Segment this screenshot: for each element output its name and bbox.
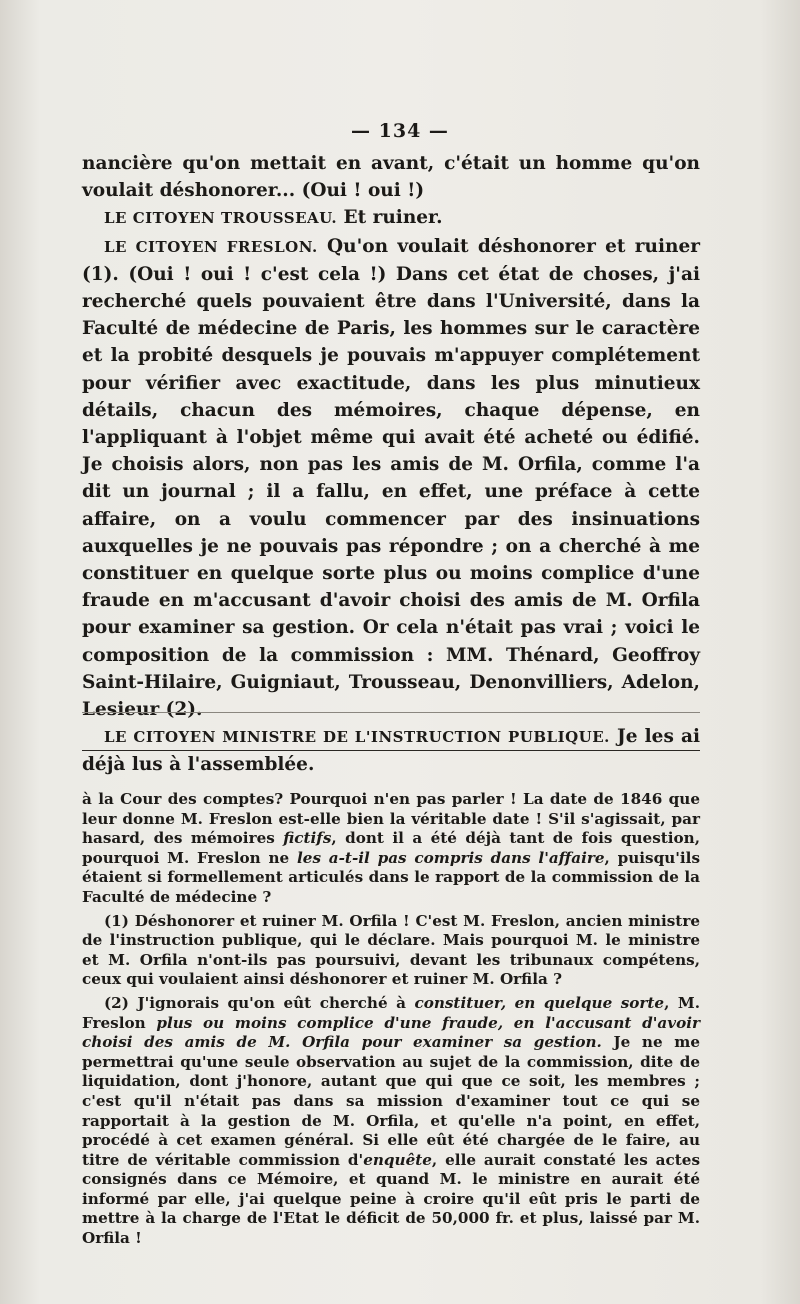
footnote-2	[82, 994, 700, 1249]
paragraph-2	[82, 204, 700, 232]
footnote-continuation-em-2: les a-t-il pas compris dans l'affaire	[297, 848, 605, 867]
paragraph-1: nancière qu'on mettait en avant, c'était un homme qu'on voulait déshonorer... (Oui ! oui !)	[82, 153, 700, 202]
paragraph-4-text: Je les ai déjà lus à l'assemblée.	[82, 726, 700, 776]
footnote-2-em-3: enquête	[363, 1150, 432, 1169]
speaker-ministre: LE CITOYEN MINISTRE DE L'INSTRUCTION PUBLIQUE.	[104, 728, 610, 747]
footnote-2-text-c: Je ne me permettrai qu'une seule observation au sujet de la commission, dite de liquidation, dont j'honore, autant que qui que ce soit, les membres ; c'est qu'il n'était pas dans sa mission d'examiner tout ce qui se rapportait à la gestion de M. Orfila, et qu'elle n'a point, en effet, procédé à cet examen général. Si elle eût été chargée de le faire, au titre de véritable commission d'	[82, 1033, 700, 1169]
footnote-divider	[82, 750, 700, 751]
footnote-continuation-em-1: fictifs	[283, 829, 332, 848]
footnote-continuation	[82, 790, 700, 908]
footnote-2-text-d: , elle aurait constaté les actes consignés dans ce Mémoire, et quand M. le ministre en aurait été informé par elle, j'ai quelque peine à croire qu'il eût pris le parti de mettre à la charge de l'Etat le déficit de 50,000 fr. et plus, laissé par M. Orfila !	[82, 1150, 700, 1248]
page-number: — 134 —	[351, 120, 449, 142]
footnote-continuation-text-c: , puisqu'ils étaient si formellement articulés dans le rapport de la commission de la Faculté de médecine ?	[82, 848, 700, 906]
footnote-continuation-text-a: à la Cour des comptes? Pourquoi n'en pas parler ! La date de 1846 que leur donne M. Freslon est-elle bien la véritable date ! S'il s'agissait, par hasard, des mémoires	[82, 790, 700, 848]
paragraph-3	[82, 233, 700, 724]
speaker-trousseau: LE CITOYEN TROUSSEAU.	[104, 209, 338, 228]
footnote-2-em-2: plus ou moins complice d'une fraude, en l'accusant d'avoir choisi des amis de M. Orfila pour examiner sa gestion.	[82, 1013, 700, 1052]
footnote-2-em-1: constituer, en quelque sorte	[414, 993, 665, 1012]
speaker-freslon: LE CITOYEN FRESLON.	[104, 237, 318, 256]
main-text	[82, 150, 700, 779]
footnote-2-text-a: (2) J'ignorais qu'on eût cherché à	[104, 993, 415, 1012]
paragraph-3-text: Qu'on voulait déshonorer et ruiner (1). (Oui ! oui ! c'est cela !) Dans cet état de choses, j'ai recherché quels pouvaient être dans l'Université, dans la Faculté de médecine de Paris, les hommes sur le caractère et la probité desquels je pouvais m'appuyer complétement pour vérifier avec exactitude, dans les plus minutieux détails, chacun des mémoires, chaque dépense, en l'appliquant à l'objet même qui avait été acheté ou édifié. Je choisis alors, non pas les amis de M. Orfila, comme l'a dit un journal ; il a fallu, en effet, une préface à cette affaire, on a voulu commencer par des insinuations auxquelles je ne pouvais pas répondre ; on a cherché à me constituer en quelque sorte plus ou moins complice d'une fraude en m'accusant d'avoir choisi des amis de M. Orfila pour examiner sa gestion. Or cela n'était pas vrai ; voici le composition de la commission : MM. Thénard, Geoffroy Saint-Hilaire, Guigniaut, Trousseau, Denonvilliers, Adelon, Lesieur (2).	[82, 235, 700, 721]
paragraph-2-text: Et ruiner.	[337, 207, 443, 229]
footnote-continuation-text-b: , dont il a été déjà tant de fois question, pourquoi M. Freslon ne	[82, 829, 701, 867]
footnotes	[82, 790, 700, 1249]
footnote-2-text-b: , M. Freslon	[82, 993, 700, 1032]
faint-divider	[82, 712, 700, 713]
footnote-1: (1) Déshonorer et ruiner M. Orfila ! C'est M. Freslon, ancien ministre de l'instruction publique, qui le déclare. Mais pourquoi M. le ministre et M. Orfila n'ont-ils pas poursuivi, devant les tribunaux compétens, ceux qui voulaient ainsi déshonorer et ruiner M. Orfila ?	[82, 911, 700, 989]
